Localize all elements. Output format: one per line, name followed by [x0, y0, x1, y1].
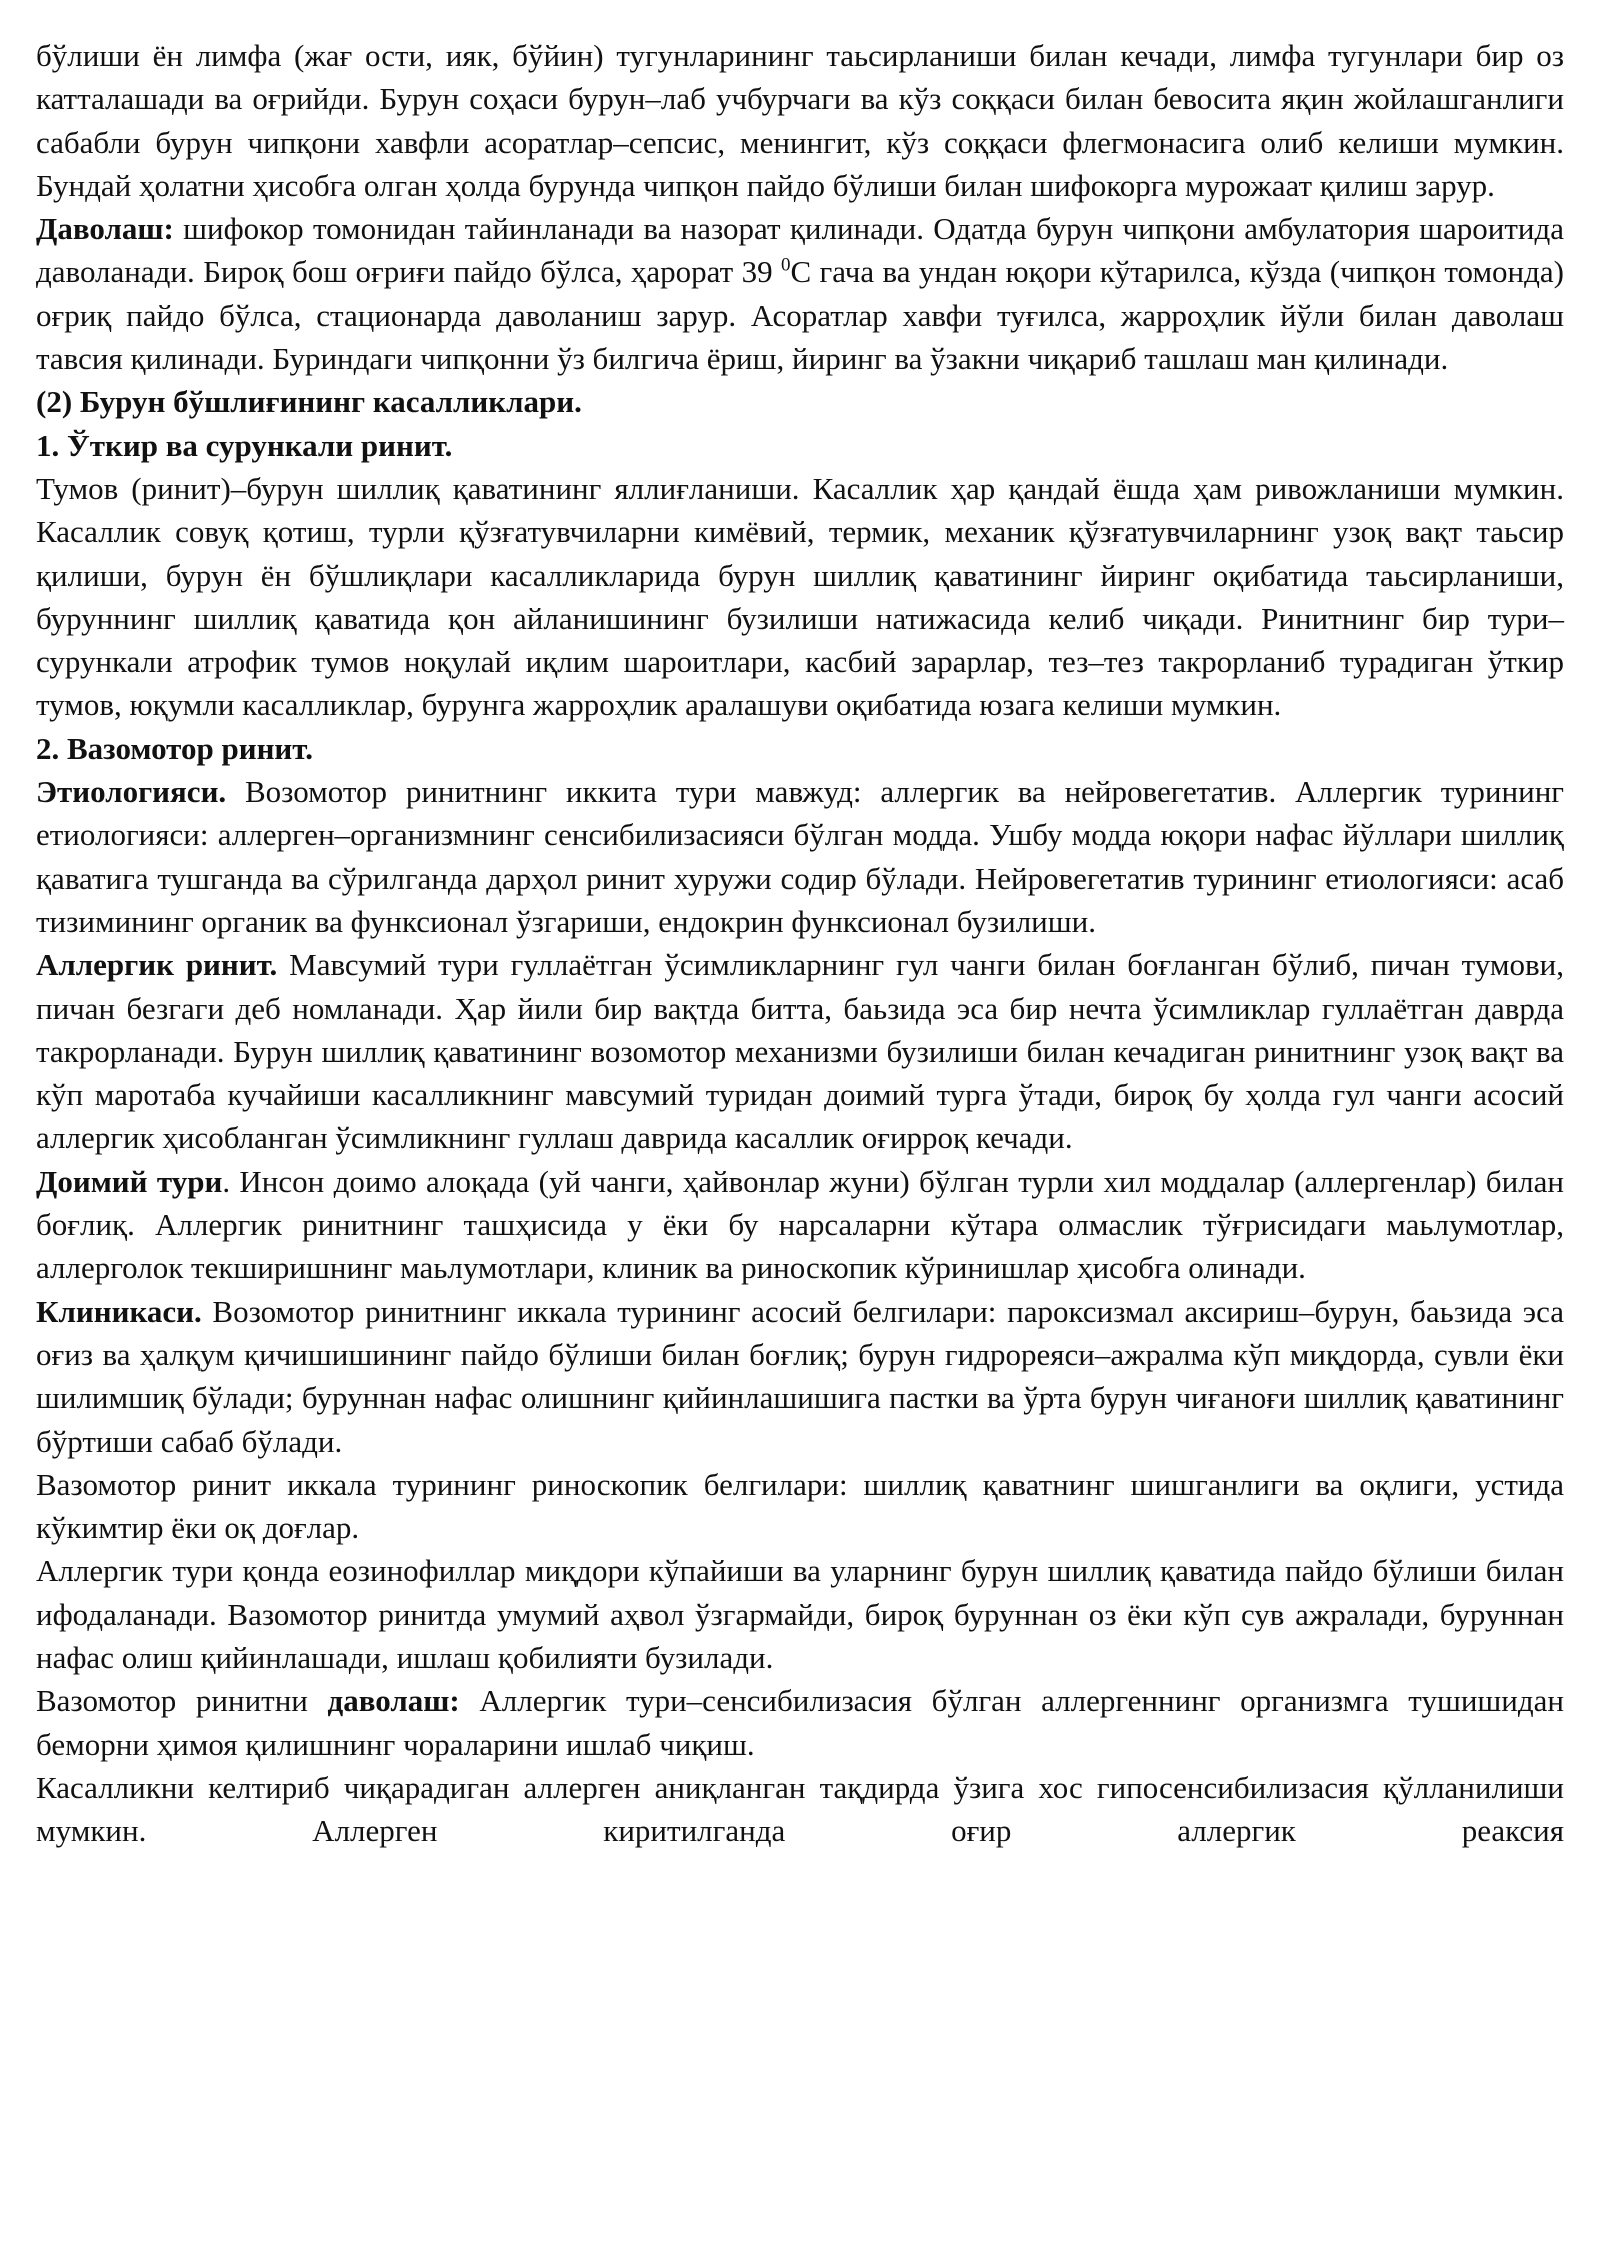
paragraph-text: Касалликни келтириб чиқарадиган аллерген аниқланган тақдирда ўзига хос гипосенсибилизасия қўлланилиши мумкин. Аллерген киритилганда оғир аллергик реаксия [36, 1769, 1564, 1849]
paragraph-etiology [36, 770, 1564, 943]
paragraph-text: Мавсумий тури гуллаётган ўсимликларнинг гул чанги билан боғланган бўлиб, пичан тумови, пичан безгаги деб номланади. Ҳар йили бир вақтда битта, баьзида эса бир нечта ўсимликлар гуллаётган даврда такрорланади. Бурун шиллиқ қаватининг возомотор механизми бузилиши билан кечадиган ринитнинг узоқ вақт ва кўп маротаба кучайиши касалликнинг мавсумий туридан доимий турга ўтади, бироқ бу ҳолда гул чанги асосий аллергик ҳисобланган ўсимликнинг гуллаш даврида касаллик оғирроқ кечади. [36, 947, 1564, 1156]
section-heading-vasomotor: 2. Вазомотор ринит. [36, 730, 313, 766]
treatment-label: Даволаш: [36, 211, 174, 247]
paragraph-treatment [36, 207, 1564, 380]
section-heading-rhinitis: 1. Ўткир ва сурункали ринит. [36, 427, 453, 463]
paragraph-text: . Инсон доимо алоқада (уй чанги, ҳайвонлар жуни) бўлган турли хил моддалар (аллергенлар) билан боғлиқ. Аллергик ринитнинг ташҳисида у ёки бу нарсаларни кўтара олмаслик тўғрисидаги маьлумотлар, аллерголок текширишнинг маьлумотлари, клиник ва риноскопик кўринишлар ҳисобга олинади. [36, 1163, 1564, 1286]
paragraph-text: Вазомотор ринитни [36, 1683, 328, 1719]
allergic-rhinitis-label: Аллергик ринит. [36, 947, 278, 983]
paragraph-clinic [36, 1290, 1564, 1463]
permanent-type-label: Доимий тури [36, 1163, 223, 1199]
paragraph-allergic-rhinitis [36, 943, 1564, 1159]
paragraph-text: Аллергик тури–сенсибилизасия бўлган аллергеннинг организмга тушишидан беморни ҳимоя қилишнинг чораларини ишлаб чиқиш. [36, 1683, 1564, 1762]
paragraph-furuncle-complications [36, 34, 1564, 207]
paragraph-text: шифокор томонидан тайинланади ва назорат қилинади. Одатда бурун чипқони амбулатория шароитида даволанади. Бироқ бош оғриғи пайдо бўлса, ҳарорат 39 [36, 211, 1564, 290]
paragraph-text: Вазомотор ринит иккала турининг риноскопик белгилари: шиллиқ қаватнинг шишганлиги ва оқлиги, устида кўкимтир ёки оқ доғлар. [36, 1466, 1564, 1546]
degree-superscript: 0 [780, 255, 791, 277]
paragraph-text: Тумов (ринит)–бурун шиллиқ қаватининг яллиғланиши. Касаллик ҳар қандай ёшда ҳам ривожланиши мумкин. Касаллик совуқ қотиш, турли қўзғатувчиларни кимёвий, термик, механик қўзғатувчиларнинг узоқ вақт таьсир қилиши, бурун ён бўшлиқлари касалликларида бурун шиллиқ қаватининг йиринг оқибатида таьсирланиши, буруннинг шиллиқ қаватида қон айланишининг бузилиши натижасида келиб чиқади. Ринитнинг бир тури–сурункали атрофик тумов ноқулай иқлим шароитлари, касбий зарарлар, тез–тез такрорланиб турадиган ўткир тумов, юқумли касалликлар, бурунга жарроҳлик аралашуви оқибатида юзага келиши мумкин. [36, 470, 1564, 723]
paragraph-hyposensitization [36, 1766, 1564, 1853]
etiology-label: Этиологияси. [36, 774, 227, 810]
paragraph-text: бўлиши ён лимфа (жағ ости, ияк, бўйин) тугунларининг таьсирланиши билан кечади, лимфа тугунлари бир оз катталашади ва оғрийди. Бурун соҳаси бурун–лаб учбурчаги ва кўз соққаси билан бевосита яқин жойлашганлиги сабабли бурун чипқони хавфли асоратлар–сепсис, менингит, кўз соққаси флегмонасига олиб келиши мумкин. Бундай ҳолатни ҳисобга олган ҳолда бурунда чипқон пайдо бўлиши билан шифокорга мурожаат қилиш зарур. [36, 38, 1564, 203]
paragraph-rhinitis-definition [36, 467, 1564, 727]
paragraph-text: Аллергик тури қонда еозинофиллар миқдори кўпайиши ва уларнинг бурун шиллиқ қаватида пайдо бўлиши билан ифодаланади. Вазомотор ринитда умумий аҳвол ўзгармайди, бироқ буруннан оз ёки кўп сув ажралади, буруннан нафас олиш қийинлашади, ишлаш қобилияти бузилади. [36, 1553, 1564, 1675]
paragraph-text: Возомотор ринитнинг иккала турининг асосий белгилари: пароксизмал аксириш–бурун, баьзида эса оғиз ва ҳалқум қичишишининг пайдо бўлиши билан боғлиқ; бурун гидрореяси–ажралма кўп миқдорда, сувли ёки шилимшиқ бўлади; буруннан нафас олишнинг қийинлашишига пастки ва ўрта бурун чиғаноғи шиллиқ қаватининг бўртиши сабаб бўлади. [36, 1293, 1564, 1459]
paragraph-rhinoscopic-signs [36, 1463, 1564, 1550]
treatment-label-inline: даволаш: [327, 1683, 460, 1719]
clinic-label: Клиникаси. [36, 1293, 202, 1329]
paragraph-text: С гача ва ундан юқори кўтарилса, кўзда (чипқон томонда) оғриқ пайдо бўлса, стационарда даволаниш зарур. Асоратлар хавфи туғилса, жарроҳлик йўли билан даволаш тавсия қилинади. Буриндаги чипқонни ўз билгича ёриш, йиринг ва ўзакни чиқариб ташлаш ман қилинади. [36, 254, 1565, 377]
paragraph-permanent-type [36, 1160, 1564, 1290]
paragraph-allergic-type-blood [36, 1549, 1564, 1679]
paragraph-vasomotor-treatment [36, 1679, 1564, 1766]
paragraph-text: Возомотор ринитнинг иккита тури мавжуд: аллергик ва нейровегетатив. Аллергик турининг етиологияси: аллерген–организмнинг сенсибилизасияси бўлган модда. Ушбу модда юқори нафас йўллари шиллиқ қаватига тушганда ва сўрилганда дарҳол ринит хуружи содир бўлади. Нейровегетатив турининг етиологияси: асаб тизимининг органик ва функсионал ўзгариши, ендокрин функсионал бузилиши. [36, 774, 1564, 939]
section-heading-nasal-cavity: (2) Бурун бўшлиғининг касалликлари. [36, 384, 582, 420]
